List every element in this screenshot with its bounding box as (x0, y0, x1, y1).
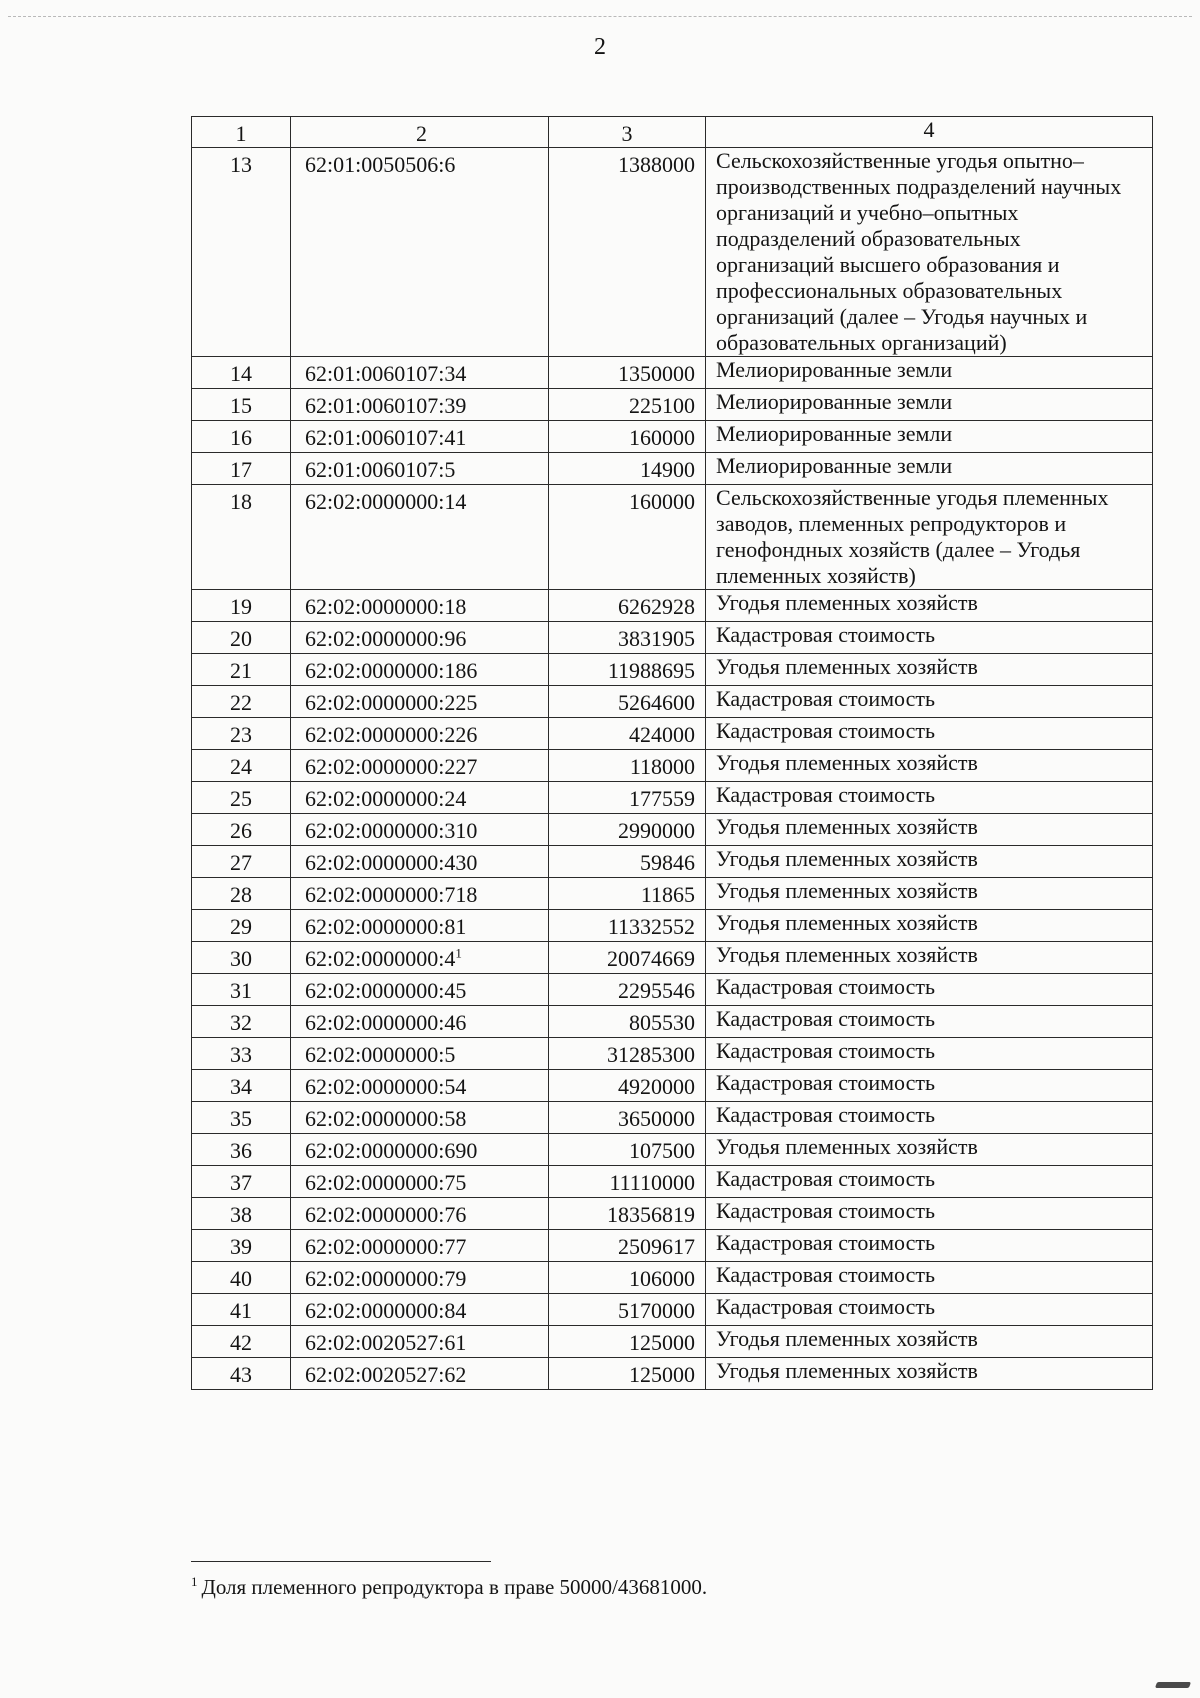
footnote (191, 1574, 707, 1600)
cadastral-number-cell (291, 1102, 549, 1134)
value-cell: 11988695 (549, 654, 706, 686)
cadastral-number: 62:02:0020527:61 (305, 1330, 467, 1355)
footnote-separator (191, 1561, 491, 1562)
value-cell: 3831905 (549, 622, 706, 654)
row-number: 21 (192, 654, 291, 686)
cadastral-number: 62:02:0000000:54 (305, 1074, 467, 1099)
land-category-cell: Кадастровая стоимость (706, 718, 1153, 750)
value-cell: 805530 (549, 1006, 706, 1038)
table-row (192, 654, 1153, 686)
land-category-cell: Мелиорированные земли (706, 421, 1153, 453)
value-cell: 6262928 (549, 590, 706, 622)
value-cell: 177559 (549, 782, 706, 814)
cadastral-number: 62:01:0060107:5 (305, 457, 456, 482)
table-row (192, 485, 1153, 590)
row-number: 41 (192, 1294, 291, 1326)
table-row (192, 974, 1153, 1006)
land-category-cell: Угодья племенных хозяйств (706, 654, 1153, 686)
cadastral-number-cell (291, 750, 549, 782)
table-row (192, 357, 1153, 389)
cadastral-number: 62:01:0050506:6 (305, 152, 456, 177)
header-col-1: 1 (192, 117, 291, 148)
row-number: 25 (192, 782, 291, 814)
cadastral-number-cell (291, 654, 549, 686)
row-number: 34 (192, 1070, 291, 1102)
land-category-cell: Мелиорированные земли (706, 357, 1153, 389)
cadastral-number-cell (291, 814, 549, 846)
table-row (192, 814, 1153, 846)
value-cell: 1350000 (549, 357, 706, 389)
cadastral-number-cell (291, 1230, 549, 1262)
table-row (192, 910, 1153, 942)
land-category-cell: Кадастровая стоимость (706, 1006, 1153, 1038)
row-number: 30 (192, 942, 291, 974)
value-cell: 11332552 (549, 910, 706, 942)
table-row (192, 1006, 1153, 1038)
cadastral-number: 62:02:0000000:46 (305, 1010, 467, 1035)
row-number: 29 (192, 910, 291, 942)
table-row (192, 878, 1153, 910)
land-category-cell: Кадастровая стоимость (706, 686, 1153, 718)
table-row (192, 1102, 1153, 1134)
cadastral-number: 62:02:0000000:718 (305, 882, 478, 907)
cadastral-number-cell (291, 782, 549, 814)
value-cell: 5170000 (549, 1294, 706, 1326)
cadastral-number-cell (291, 421, 549, 453)
value-cell: 20074669 (549, 942, 706, 974)
cadastral-number: 62:01:0060107:39 (305, 393, 467, 418)
cadastral-number-cell (291, 1134, 549, 1166)
table-row (192, 590, 1153, 622)
row-number: 33 (192, 1038, 291, 1070)
table-row (192, 718, 1153, 750)
cadastral-number: 62:02:0000000:24 (305, 786, 467, 811)
row-number: 22 (192, 686, 291, 718)
value-cell: 125000 (549, 1358, 706, 1390)
table-row (192, 421, 1153, 453)
cadastral-number-cell (291, 1326, 549, 1358)
land-category-cell: Кадастровая стоимость (706, 782, 1153, 814)
row-number: 26 (192, 814, 291, 846)
land-category-cell: Кадастровая стоимость (706, 1102, 1153, 1134)
row-number: 35 (192, 1102, 291, 1134)
land-category-cell: Кадастровая стоимость (706, 622, 1153, 654)
value-cell: 1388000 (549, 148, 706, 357)
row-number: 14 (192, 357, 291, 389)
row-number: 31 (192, 974, 291, 1006)
value-cell: 59846 (549, 846, 706, 878)
cadastral-number-cell (291, 389, 549, 421)
row-number: 38 (192, 1198, 291, 1230)
cadastral-number: 62:02:0000000:4 (305, 946, 456, 971)
value-cell: 31285300 (549, 1038, 706, 1070)
value-cell: 106000 (549, 1262, 706, 1294)
row-number: 37 (192, 1166, 291, 1198)
row-number: 23 (192, 718, 291, 750)
cadastral-number-cell (291, 1294, 549, 1326)
land-category-cell: Кадастровая стоимость (706, 1262, 1153, 1294)
land-register-table (191, 116, 1153, 1390)
row-number: 40 (192, 1262, 291, 1294)
value-cell: 107500 (549, 1134, 706, 1166)
cadastral-number-cell (291, 878, 549, 910)
cadastral-number-cell (291, 485, 549, 590)
land-category-cell: Кадастровая стоимость (706, 1070, 1153, 1102)
land-category-cell: Угодья племенных хозяйств (706, 1358, 1153, 1390)
cadastral-number-cell (291, 1070, 549, 1102)
cadastral-number-cell (291, 1262, 549, 1294)
land-category-cell: Кадастровая стоимость (706, 1230, 1153, 1262)
cadastral-number: 62:02:0000000:18 (305, 594, 467, 619)
cadastral-number: 62:01:0060107:41 (305, 425, 467, 450)
value-cell: 18356819 (549, 1198, 706, 1230)
cadastral-number-cell (291, 1198, 549, 1230)
table-row (192, 622, 1153, 654)
cadastral-number: 62:02:0000000:5 (305, 1042, 456, 1067)
cadastral-number: 62:02:0000000:310 (305, 818, 478, 843)
table-row (192, 1198, 1153, 1230)
value-cell: 118000 (549, 750, 706, 782)
row-number: 42 (192, 1326, 291, 1358)
footnote-reference: 1 (455, 945, 462, 961)
land-category-cell: Угодья племенных хозяйств (706, 942, 1153, 974)
cadastral-number: 62:02:0000000:225 (305, 690, 478, 715)
row-number: 43 (192, 1358, 291, 1390)
value-cell: 14900 (549, 453, 706, 485)
table-row (192, 1134, 1153, 1166)
land-category-cell: Угодья племенных хозяйств (706, 1134, 1153, 1166)
cadastral-number-cell (291, 357, 549, 389)
table-row (192, 389, 1153, 421)
value-cell: 125000 (549, 1326, 706, 1358)
land-category-cell: Кадастровая стоимость (706, 1166, 1153, 1198)
cadastral-number: 62:02:0000000:226 (305, 722, 478, 747)
table-row (192, 1230, 1153, 1262)
cadastral-number-cell (291, 942, 549, 974)
cadastral-number: 62:02:0000000:14 (305, 489, 467, 514)
land-category-cell: Кадастровая стоимость (706, 1038, 1153, 1070)
row-number: 24 (192, 750, 291, 782)
value-cell: 225100 (549, 389, 706, 421)
value-cell: 424000 (549, 718, 706, 750)
value-cell: 2295546 (549, 974, 706, 1006)
row-number: 18 (192, 485, 291, 590)
land-category-cell: Угодья племенных хозяйств (706, 590, 1153, 622)
row-number: 16 (192, 421, 291, 453)
corner-scan-mark (1155, 1682, 1191, 1688)
cadastral-number: 62:02:0000000:76 (305, 1202, 467, 1227)
cadastral-number: 62:02:0000000:84 (305, 1298, 467, 1323)
cadastral-number: 62:01:0060107:34 (305, 361, 467, 386)
cadastral-number: 62:02:0000000:79 (305, 1266, 467, 1291)
header-col-2: 2 (291, 117, 549, 148)
cadastral-number-cell (291, 910, 549, 942)
value-cell: 2990000 (549, 814, 706, 846)
land-category-cell: Угодья племенных хозяйств (706, 750, 1153, 782)
page-number: 2 (594, 34, 606, 60)
land-category-cell: Кадастровая стоимость (706, 974, 1153, 1006)
table-row (192, 148, 1153, 357)
land-category-cell: Угодья племенных хозяйств (706, 878, 1153, 910)
cadastral-number-cell (291, 1038, 549, 1070)
value-cell: 4920000 (549, 1070, 706, 1102)
table-header-row (192, 117, 1153, 148)
cadastral-number-cell (291, 622, 549, 654)
cadastral-number: 62:02:0000000:58 (305, 1106, 467, 1131)
table-row (192, 453, 1153, 485)
land-category-cell: Сельскохозяйственные угодья племенных заводов, племенных репродукторов и генофондных хозяйств (далее – Угодья племенных хозяйств) (706, 485, 1153, 590)
land-category-cell: Мелиорированные земли (706, 389, 1153, 421)
cadastral-number: 62:02:0000000:45 (305, 978, 467, 1003)
value-cell: 160000 (549, 485, 706, 590)
row-number: 20 (192, 622, 291, 654)
cadastral-number: 62:02:0000000:227 (305, 754, 478, 779)
table-row (192, 1294, 1153, 1326)
row-number: 15 (192, 389, 291, 421)
header-col-3: 3 (549, 117, 706, 148)
footnote-mark: 1 (191, 1574, 198, 1589)
cadastral-number-cell (291, 1166, 549, 1198)
footnote-text: Доля племенного репродуктора в праве 50000/43681000. (201, 1575, 708, 1599)
row-number: 36 (192, 1134, 291, 1166)
table-row (192, 686, 1153, 718)
cadastral-number: 62:02:0000000:690 (305, 1138, 478, 1163)
cadastral-number-cell (291, 718, 549, 750)
row-number: 27 (192, 846, 291, 878)
cadastral-number-cell (291, 686, 549, 718)
value-cell: 3650000 (549, 1102, 706, 1134)
cadastral-number: 62:02:0000000:430 (305, 850, 478, 875)
cadastral-number-cell (291, 974, 549, 1006)
land-category-cell: Сельскохозяйственные угодья опытно–производственных подразделений научных организаций и учебно–опытных подразделений образовательных организаций высшего образования и профессиональных образовательных организаций (далее – Угодья научных и образовательных организаций) (706, 148, 1153, 357)
row-number: 39 (192, 1230, 291, 1262)
cadastral-number: 62:02:0000000:96 (305, 626, 467, 651)
value-cell: 2509617 (549, 1230, 706, 1262)
table-row (192, 846, 1153, 878)
row-number: 28 (192, 878, 291, 910)
land-category-cell: Мелиорированные земли (706, 453, 1153, 485)
table-row (192, 1358, 1153, 1390)
table-row (192, 750, 1153, 782)
table-row (192, 1166, 1153, 1198)
land-category-cell: Угодья племенных хозяйств (706, 910, 1153, 942)
cadastral-number-cell (291, 846, 549, 878)
cadastral-number-cell (291, 453, 549, 485)
table-row (192, 1070, 1153, 1102)
row-number: 32 (192, 1006, 291, 1038)
cadastral-number-cell (291, 1006, 549, 1038)
row-number: 17 (192, 453, 291, 485)
land-category-cell: Кадастровая стоимость (706, 1198, 1153, 1230)
value-cell: 5264600 (549, 686, 706, 718)
table-row (192, 942, 1153, 974)
land-category-cell: Кадастровая стоимость (706, 1294, 1153, 1326)
value-cell: 160000 (549, 421, 706, 453)
scan-edge-line (8, 16, 1192, 17)
row-number: 13 (192, 148, 291, 357)
row-number: 19 (192, 590, 291, 622)
header-col-4: 4 (706, 117, 1153, 148)
land-category-cell: Угодья племенных хозяйств (706, 1326, 1153, 1358)
cadastral-number-cell (291, 148, 549, 357)
cadastral-number: 62:02:0000000:77 (305, 1234, 467, 1259)
land-category-cell: Угодья племенных хозяйств (706, 814, 1153, 846)
table-row (192, 1326, 1153, 1358)
land-category-cell: Угодья племенных хозяйств (706, 846, 1153, 878)
cadastral-number-cell (291, 1358, 549, 1390)
cadastral-number-cell (291, 590, 549, 622)
value-cell: 11110000 (549, 1166, 706, 1198)
cadastral-number: 62:02:0020527:62 (305, 1362, 467, 1387)
table-row (192, 1262, 1153, 1294)
cadastral-number: 62:02:0000000:81 (305, 914, 467, 939)
table-row (192, 782, 1153, 814)
cadastral-number: 62:02:0000000:186 (305, 658, 478, 683)
value-cell: 11865 (549, 878, 706, 910)
table-row (192, 1038, 1153, 1070)
cadastral-number: 62:02:0000000:75 (305, 1170, 467, 1195)
